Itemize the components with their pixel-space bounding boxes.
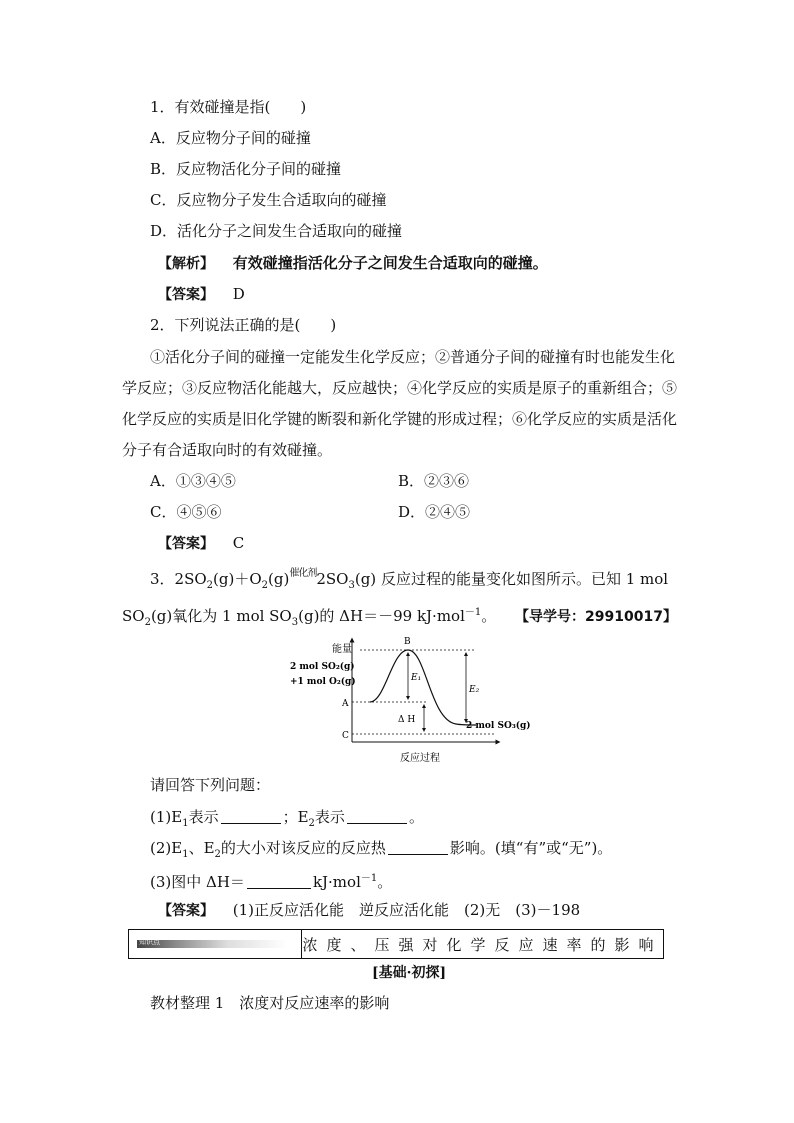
q2-option-d: D．②④⑤: [398, 503, 471, 521]
section-heading: 教材整理 1 浓度对反应速率的影响: [150, 994, 390, 1012]
q3-prompt: 请回答下列问题：: [150, 776, 271, 794]
q1-option-c: C．反应物分子发生合适取向的碰撞: [150, 191, 387, 209]
q1-analysis: [158, 253, 548, 274]
q3-answer: [158, 900, 580, 921]
label-e1: E₁: [411, 673, 422, 683]
label-c: C: [342, 731, 349, 741]
y-axis-label: 能量: [332, 644, 352, 655]
section-subhead: [基础·初探]: [372, 965, 447, 981]
label-e2: E₂: [469, 685, 480, 695]
q3-equation-line: 3．$2SO_2(g)+O_2(g)^{催化剂}2SO_3(g)$ 反应过程的能量变化如图所示。已知 1 mol: [150, 568, 669, 591]
q3-sub1: $(1)E_1$表示 ；$E_2$表示 。: [150, 808, 424, 829]
q2-stem: 2．下列说法正确的是( ): [150, 316, 337, 334]
answer-tag: 【答案】: [158, 903, 214, 919]
analysis-tag: 【解析】: [158, 256, 214, 272]
section-title: 浓度、压强对化学反应速率的影响: [302, 935, 663, 954]
q1-option-a: A．反应物分子间的碰撞: [150, 129, 311, 147]
reactant-label-1: 2 mol SO₂(g): [290, 662, 355, 672]
q3-sub2: $(2)E_1$、$E_2$的大小对该反应的反应热 影响。(填“有”或“无”)。: [150, 839, 613, 860]
q2-option-c: C．④⑤⑥: [150, 503, 222, 521]
q1-stem: 1．有效碰撞是指( ): [150, 98, 307, 116]
answer-blank: [221, 809, 281, 824]
answer-text: D: [232, 285, 245, 303]
q2-answer: [158, 533, 244, 554]
answer-blank: [347, 809, 407, 824]
energy-diagram: [280, 630, 540, 768]
answer-text: C: [232, 534, 245, 552]
q1-answer: [158, 284, 245, 305]
q1-option-b: B．反应物活化分子间的碰撞: [150, 160, 342, 178]
product-label: 2 mol SO₃(g): [466, 721, 531, 731]
label-dh: Δ H: [398, 715, 416, 725]
q2-statement: ①活化分子间的碰撞一定能发生化学反应；②普通分子间的碰撞有时也能发生化学反应；③反应物活化能越大，反应越快；④化学反应的实质是原子的重新组合；⑤化学反应的实质是旧化学键的断裂和新化学键的形成过程；⑥化学反应的实质是活化分子有合适取向时的有效碰撞。: [122, 348, 678, 459]
q2-option-a: A．①③④⑤: [150, 472, 236, 490]
label-a: A: [342, 699, 349, 709]
guide-number: 【导学号：29910017】: [515, 609, 677, 625]
q3-sub3: (3)图中 ΔH＝ kJ·mol$^{-1}$。: [150, 873, 393, 891]
answer-tag: 【答案】: [158, 536, 214, 552]
section-badge-label: 知识点: [139, 938, 160, 946]
catalyst-condition: 催化剂: [289, 568, 317, 579]
energy-curve: [370, 650, 476, 725]
analysis-text: 有效碰撞指活化分子之间发生合适取向的碰撞。: [232, 254, 548, 272]
answer-blank: [388, 840, 448, 855]
q3-line2: $SO_2(g)$氧化为 1 mol $SO_3(g)$的 ΔH＝－99 kJ·mol$^{-1}$。 【导学号：29910017】: [122, 607, 677, 628]
answer-blank: [247, 874, 311, 889]
answer-tag: 【答案】: [158, 287, 214, 303]
section-badge: [129, 930, 302, 958]
section-header: [128, 929, 664, 959]
q2-option-b: B．②③⑥: [398, 472, 470, 490]
q1-option-d: D．活化分子之间发生合适取向的碰撞: [150, 222, 403, 240]
reactant-label-2: +1 mol O₂(g): [290, 677, 356, 687]
label-b: B: [404, 637, 411, 647]
answer-text: (1)正反应活化能 逆反应活化能 (2)无 (3)－198: [232, 901, 581, 919]
x-axis-label: 反应过程: [400, 753, 440, 764]
